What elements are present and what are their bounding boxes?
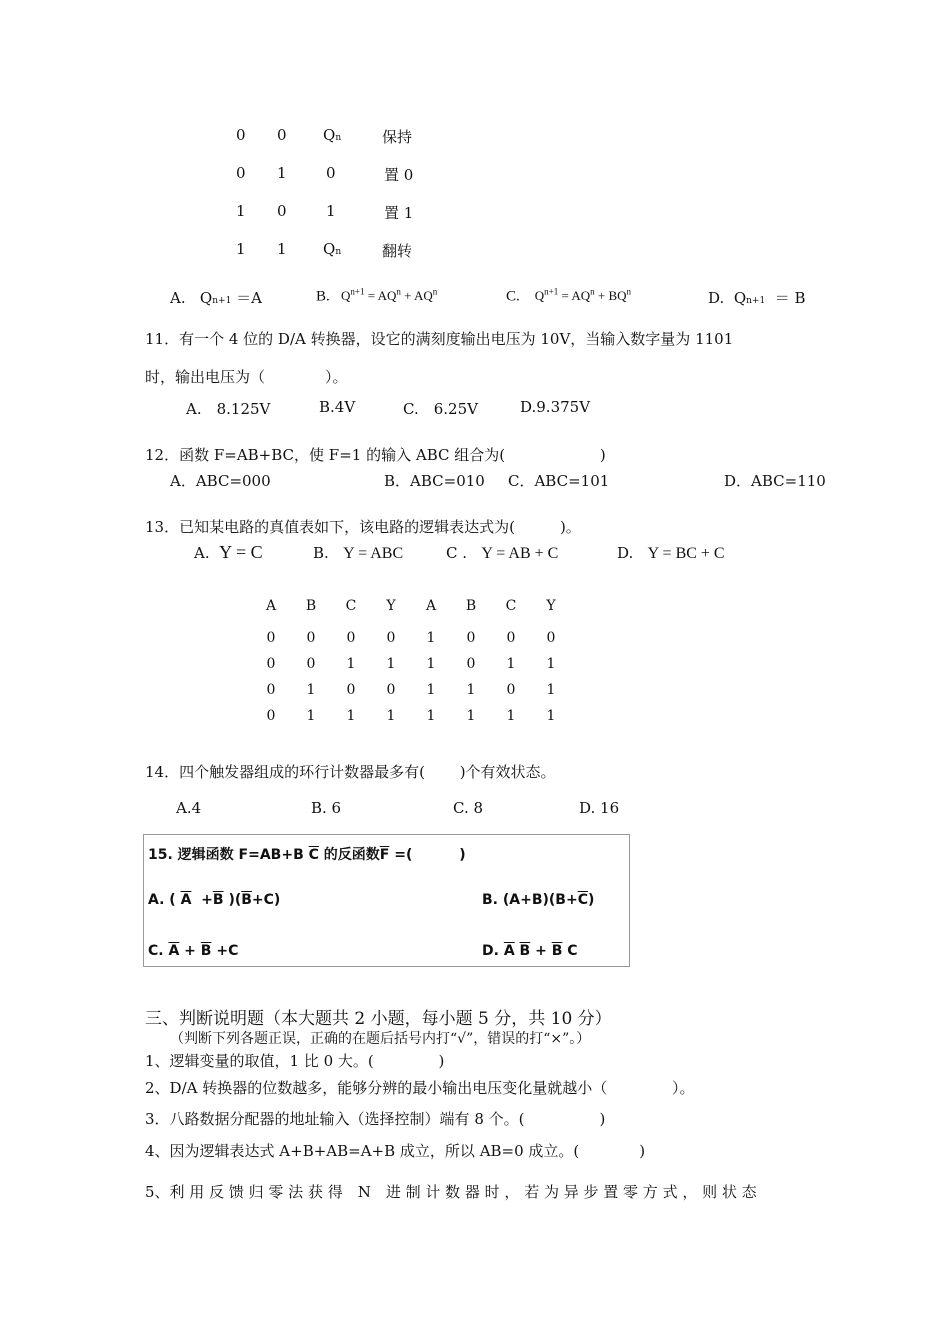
cell: 1 <box>426 708 436 724</box>
cell: 1 <box>426 630 436 646</box>
header-cell: C <box>505 598 517 614</box>
cell: 1 <box>546 656 556 672</box>
cell: 翻转 <box>382 242 413 260</box>
cell: 1 <box>546 708 556 724</box>
q13-option-b: B. Y = ABC <box>313 544 404 562</box>
cell: 置 0 <box>384 166 414 184</box>
header-cell: Y <box>386 598 396 614</box>
q11-stem-line1: 11．有一个 4 位的 D/A 转换器，设它的满刻度输出电压为 10V，当输入数字量为 1101 <box>145 330 734 348</box>
cell: 1 <box>306 708 316 724</box>
q14-option-b: B. 6 <box>311 799 342 817</box>
section-instruction: （判断下列各题正误，正确的在题后括号内打“√”，错误的打“×”。） <box>170 1031 591 1047</box>
q11-option-d: D.9.375V <box>520 398 591 416</box>
judge-item-5: 5、利 用 反 馈 归 零 法 获 得 N 进 制 计 数 器 时 ， 若 为 异 步 置 零 方 式 ， 则 状 态 <box>145 1183 757 1201</box>
q14-option-d: D. 16 <box>579 799 620 817</box>
table-row <box>251 677 571 703</box>
cell: 1 <box>236 240 246 258</box>
cell: 0 <box>306 630 316 646</box>
cell: 0 <box>506 630 516 646</box>
q11-stem-line2: 时，输出电压为（ ）。 <box>145 368 348 386</box>
q15-option-b: B. $(A+B)(B+\overline{C})$ <box>482 892 595 908</box>
header-cell: C <box>345 598 357 614</box>
cell: 0 <box>266 682 276 698</box>
table-row <box>251 651 571 677</box>
cell: 1 <box>426 682 436 698</box>
q15-stem: 15. 逻辑函数 F=AB+B $\overline{C}$ 的反函数$\overline{F}$ =( ) <box>148 847 466 863</box>
cell: Qn <box>323 126 342 144</box>
cell: 1 <box>466 682 476 698</box>
option-d: D. Qn+1 ＝ B <box>708 289 806 307</box>
judge-item-3: 3．八路数据分配器的地址输入（选择控制）端有 8 个。( ) <box>145 1110 606 1128</box>
cell: 0 <box>466 630 476 646</box>
q13-stem: 13．已知某电路的真值表如下，该电路的逻辑表达式为( )。 <box>145 518 581 536</box>
cell: Qn <box>323 240 342 258</box>
q15-box <box>143 834 630 967</box>
cell: 1 <box>506 708 516 724</box>
cell: 1 <box>326 202 336 220</box>
header-cell: B <box>465 598 477 614</box>
header-cell: A <box>425 598 437 614</box>
q14-option-c: C. 8 <box>453 799 484 817</box>
cell: 0 <box>266 656 276 672</box>
cell: 0 <box>236 164 246 182</box>
q15-option-a: A. ( $\overline{A} +\overline{B}$ )$(\overline{B}+C)$ <box>148 892 281 908</box>
cell: 0 <box>346 682 356 698</box>
cell: 0 <box>277 202 287 220</box>
q13-truth-table <box>251 593 571 729</box>
q15-option-d: D. $\overline{A}$ $\overline{B} + \overline{B}$ C <box>482 943 578 959</box>
judge-item-1: 1、逻辑变量的取值，1 比 0 大。( ) <box>145 1052 445 1070</box>
q11-option-c: C. 6.25V <box>403 400 478 418</box>
cell: 1 <box>546 682 556 698</box>
table-row <box>251 625 571 651</box>
option-c: C. $Q^{n+1} = AQ^n + BQ^n$ <box>506 287 632 305</box>
judge-item-2: 2、D/A 转换器的位数越多，能够分辨的最小输出电压变化量就越小（ ）。 <box>145 1079 695 1097</box>
cell: 0 <box>326 164 336 182</box>
cell: 0 <box>506 682 516 698</box>
cell: 0 <box>277 126 287 144</box>
q12-option-a: A．ABC=000 <box>170 472 271 490</box>
cell: 0 <box>306 656 316 672</box>
q15-option-c: C. $\overline{A} + \overline{B} +C$ <box>148 943 239 959</box>
cell: 1 <box>386 656 396 672</box>
table-row <box>251 703 571 729</box>
q12-stem: 12．函数 F=AB+BC，使 F=1 的输入 ABC 组合为( ) <box>145 446 606 464</box>
section-title: 三、判断说明题（本大题共 2 小题，每小题 5 分，共 10 分） <box>145 1009 612 1029</box>
cell: 0 <box>266 630 276 646</box>
q12-option-c: C．ABC=101 <box>508 472 610 490</box>
q14-stem: 14．四个触发器组成的环行计数器最多有( )个有效状态。 <box>145 763 556 781</box>
cell: 1 <box>236 202 246 220</box>
cell: 0 <box>466 656 476 672</box>
cell: 1 <box>466 708 476 724</box>
q11-option-b: B.4V <box>319 398 356 416</box>
header-cell: B <box>305 598 317 614</box>
cell: 1 <box>346 656 356 672</box>
cell: 0 <box>236 126 246 144</box>
judge-item-4: 4、因为逻辑表达式 A+B+AB=A+B 成立，所以 AB=0 成立。( ) <box>145 1142 646 1160</box>
cell: 0 <box>546 630 556 646</box>
table-header-row <box>251 593 571 619</box>
header-cell: Y <box>546 598 556 614</box>
cell: 1 <box>506 656 516 672</box>
cell: 1 <box>426 656 436 672</box>
cell: 0 <box>346 630 356 646</box>
cell: 1 <box>346 708 356 724</box>
cell: 保持 <box>382 128 413 146</box>
option-a: A. Qn+1 ＝A <box>170 289 262 307</box>
cell: 置 1 <box>384 204 414 222</box>
q14-option-a: A.4 <box>176 799 202 817</box>
cell: 1 <box>306 682 316 698</box>
cell: 1 <box>386 708 396 724</box>
cell: 0 <box>386 682 396 698</box>
cell: 0 <box>386 630 396 646</box>
q13-option-a: A. Y = C <box>194 542 263 562</box>
q11-option-a: A. 8.125V <box>186 400 271 418</box>
q12-option-d: D．ABC=110 <box>724 472 826 490</box>
option-b: B. $Q^{n+1} = AQ^n + AQ^n$ <box>316 287 438 305</box>
cell: 1 <box>277 164 287 182</box>
q13-option-d: D. Y = BC + C <box>617 544 725 562</box>
header-cell: A <box>265 598 277 614</box>
cell: 1 <box>277 240 287 258</box>
cell: 0 <box>266 708 276 724</box>
q12-option-b: B．ABC=010 <box>384 472 485 490</box>
q13-option-c: C . Y = AB + C <box>446 544 559 562</box>
